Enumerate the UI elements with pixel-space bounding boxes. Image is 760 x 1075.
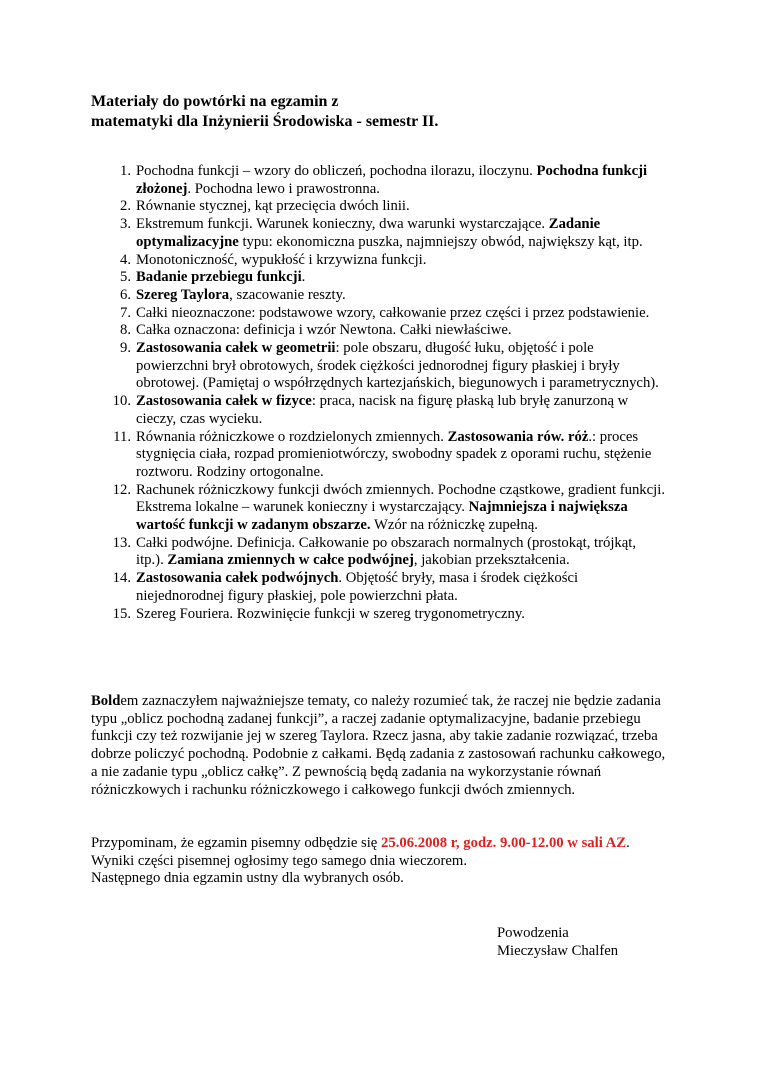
topic-bold-text: Zastosowania całek podwójnych [136,570,339,587]
topic-bold-text: Szereg Taylora [136,286,230,303]
topic-text: Ekstremum funkcji. Warunek konieczny, dwa warunki wystarczające. [136,216,549,233]
topic-bold-text: Zadanie optymalizacyjne [136,216,601,250]
topic-number: 3. [119,216,131,233]
topic-text: Całki podwójne. Definicja. Całkowanie po obszarach normalnych (prostokąt, trójkąt, itp.). [136,534,637,569]
topic-number: 14. [112,570,131,587]
topic-item [107,163,667,198]
topic-number: 15. [112,605,131,622]
exam-prefix: Przypominam, że egzamin pisemny odbędzie się [91,835,381,851]
exam-info [91,835,671,888]
topic-number: 2. [119,198,131,215]
topic-number: 13. [112,534,131,551]
exam-line-2: Wyniki części pisemnej ogłosimy tego samego dnia wieczorem. [91,852,467,869]
topic-text: . [301,269,306,286]
topic-number: 1. [119,163,131,179]
topic-number: 11. [113,428,131,445]
topic-bold-text: Zastosowania całek w fizyce [136,393,312,410]
topic-number: 12. [112,481,131,498]
topic-bold-text: Zastosowania całek w geometrii [136,340,336,357]
topic-text: Pochodna funkcji – wzory do obliczeń, pochodna ilorazu, iloczynu. [136,163,537,179]
topic-number: 4. [119,251,131,268]
topic-number: 10. [112,393,131,410]
topic-text: Monotoniczność, wypukłość i krzywizna funkcji. [136,251,427,268]
signature-name: Mieczysław Chalfen [497,943,619,959]
topic-number: 6. [119,286,131,303]
exam-line-1 [91,835,671,853]
topic-text: . Objętość bryły, masa i środek ciężkości niejednorodnej figury płaskiej, pole powierzchni płata. [136,570,579,604]
topic-text: Szereg Fouriera. Rozwinięcie funkcji w szereg trygonometryczny. [136,605,525,622]
signature [497,924,618,960]
topic-number: 9. [119,340,131,357]
topic-item [107,305,667,323]
title-line-1: Materiały do powtórki na egzamin z [91,93,339,110]
note-text: em zaznaczyłem najważniejsze tematy, co należy rozumieć tak, że raczej nie będzie zadania typu „oblicz pochodną zadanej funkcji”, a raczej zadanie optymalizacyjne, badanie przebiegu funkcji czy też rozwijanie jej w szereg Taylora. Rzecz jasna, aby takie zadanie rozwiązać, trzeba dobrze policzyć pochodną. Podobnie z całkami. Będą zadania z zastosowań rachunku całkowego, a nie zadanie typu „oblicz całkę”. Z pewnością będą zadania na wykorzystanie równań różniczkowych i rachunku różniczkowego i całkowego funkcji dwóch zmiennych. [91,693,666,798]
title-line-2: matematyki dla Inżynierii Środowiska - semestr II. [91,113,439,130]
topic-number: 8. [119,322,131,339]
topic-item [107,198,667,216]
topic-bold-text: Zamiana zmiennych w całce podwójnej [167,552,414,569]
exam-date-highlight: 25.06.2008 r, godz. 9.00-12.00 w sali AZ [381,835,627,851]
topic-item [107,287,667,305]
topic-text: Wzór na różniczkę zupełną. [370,517,538,534]
topic-bold-text: Pochodna funkcji złożonej [136,163,648,197]
note-paragraph [91,693,671,799]
topic-item [107,252,667,270]
topic-text: Całka oznaczona: definicja i wzór Newtona. Całki niewłaściwe. [136,322,512,339]
topic-text: Rachunek różniczkowy funkcji dwóch zmiennych. Pochodne cząstkowe, gradient funkcji. Ekstrema lokalne – warunek konieczny i wystarczający. [136,481,665,516]
signature-greeting: Powodzenia [497,925,569,941]
document-title [91,92,438,132]
topic-item [107,535,667,570]
topic-item [107,570,667,605]
topic-item [107,216,667,251]
topic-number: 5. [119,269,131,286]
topic-text: Całki nieoznaczone: podstawowe wzory, całkowanie przez części i przez podstawienie. [136,304,650,321]
topic-item [107,269,667,287]
topic-item [107,340,667,393]
topic-text: : pole obszaru, długość łuku, objętość i pole powierzchni brył obrotowych, środek ciężkości jednorodnej figury płaskiej i bryły obrotowej. (Pamiętaj o współrzędnych kartezjańskich, biegunowych i parametrycznych). [136,340,659,392]
topic-item [107,322,667,340]
topic-text: , szacowanie reszty. [229,286,346,303]
topic-bold-text: Badanie przebiegu funkcji [136,269,302,286]
topic-number: 7. [119,304,131,321]
topic-text: Równania różniczkowe o rozdzielonych zmiennych. [136,428,448,445]
topic-item [107,393,667,428]
topic-item [107,482,667,535]
topic-text: , jakobian przekształcenia. [413,552,570,569]
topic-bold-text: Najmniejsza i największa wartość funkcji w zadanym obszarze. [136,499,628,534]
topic-text: typu: ekonomiczna puszka, najmniejszy obwód, największy kąt, itp. [238,233,643,250]
topic-list [107,163,667,623]
topic-text: . Pochodna lewo i prawostronna. [187,180,380,197]
exam-suffix: . [626,835,630,851]
topic-text: : praca, nacisk na figurę płaską lub bryłę zanurzoną w cieczy, czas wycieku. [136,393,629,427]
topic-item [107,606,667,624]
topic-bold-text: Zastosowania rów. róż [447,428,589,445]
topic-text: .: proces stygnięcia ciała, rozpad promieniotwórczy, swobodny spadek z oporami ruchu, stężenie roztworu. Rodziny ortogonalne. [136,428,652,480]
topic-text: Równanie stycznej, kąt przecięcia dwóch linii. [136,198,410,215]
topic-item [107,429,667,482]
note-bold-word: Bold [91,693,121,709]
exam-line-3: Następnego dnia egzamin ustny dla wybranych osób. [91,870,404,887]
